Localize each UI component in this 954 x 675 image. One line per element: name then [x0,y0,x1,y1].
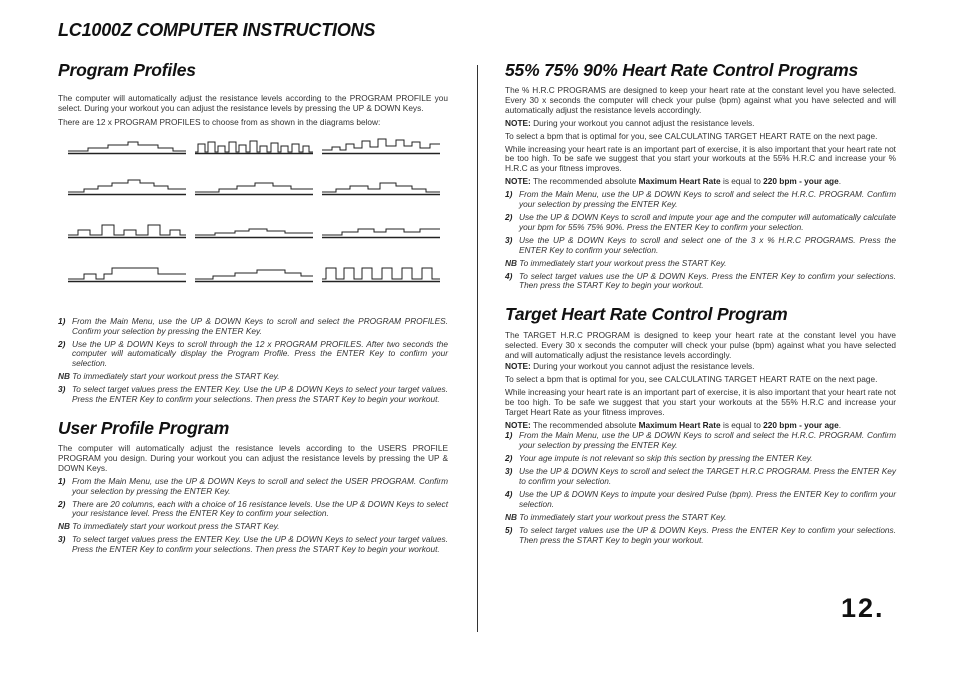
program-profiles-step-3: 3) To select target values press the ENTER Key. Use the UP & DOWN Keys to select your target values. Press the ENTER Key to confirm your selections. Then press the START Key to begin your workout. [58,384,448,405]
hrc-programs-step-3: 3) Use the UP & DOWN Keys to scroll and select one of the 3 x % H.R.C PROGRAMS. Press the ENTER Key to confirm your selection. [505,234,896,255]
hrc-programs-bpm-ref: To select a bpm that is optimal for you, see CALCULATING TARGET HEART RATE on the next page. [505,130,878,141]
profile-diagram-8 [195,220,313,240]
program-profiles-count: There are 12 x PROGRAM PROFILES to choose from as shown in the diagrams below: [58,116,381,127]
hrc-programs-note-1: NOTE: During your workout you cannot adjust the resistance levels. [505,117,755,128]
program-profiles-step-2: 2) Use the UP & DOWN Keys to scroll through the 12 x PROGRAM PROFILES. After two seconds the computer will automatically display the Program Profile. Press the ENTER Key to confirm your selection. [58,338,448,369]
hrc-programs-step-1: 1) From the Main Menu, use the UP & DOWN Keys to scroll and select the H.R.C. PROGRAM. Confirm your selection by pressing the ENTER Key. [505,189,896,210]
profile-diagram-6 [322,177,440,197]
program-profiles-heading: Program Profiles [58,60,196,80]
page-title: LC1000Z COMPUTER INSTRUCTIONS [58,20,376,40]
user-profile-step-1: 1) From the Main Menu, use the UP & DOWN Keys to scroll and select the USER PROGRAM. Confirm your selection by pressing the ENTER Key. [58,475,448,496]
profile-diagrams [58,134,448,309]
user-profile-heading: User Profile Program [58,417,230,438]
profile-diagram-7 [68,220,186,240]
profile-diagram-5 [195,177,313,197]
target-hrc-note-2: NOTE: The recommended absolute Maximum Heart Rate is equal to 220 bpm - your age. [505,419,842,430]
hrc-programs-nb: NB To immediately start your workout press the START Key. [505,257,727,268]
target-hrc-safety: While increasing your heart rate is an important part of exercise, it is also important that your heart rate not be too high. To be safe we suggest that you start your workouts at the 55% H.R.C and increase your Target Heart Rate as your fitness improves. [505,386,896,417]
page-number: 12. [841,593,885,623]
profile-diagram-4 [68,177,186,197]
hrc-programs-note-2: NOTE: The recommended absolute Maximum Heart Rate is equal to 220 bpm - your age. [505,176,842,187]
user-profile-intro: The computer will automatically adjust the resistance levels according to the USERS PROFILE PROGRAM you design. During your workout you can adjust the resistance levels by pressing the UP & DOWN Keys. [58,442,448,473]
hrc-programs-intro: The % H.R.C PROGRAMS are designed to keep your heart rate at the constant level you have selected. Every 30 x seconds the computer will check your pulse (bpm) against what you have selected and will automatically adjust the resistance levels accordingly. [505,85,896,115]
user-profile-step-3: 3) To select target values press the ENTER Key. Use the UP & DOWN Keys to select your target values. Press the ENTER Key to confirm your selections. Then press the START Key to begin your workout. [58,534,448,555]
hrc-programs-safety: While increasing your heart rate is an important part of exercise, it is also important that your heart rate not be too high. To be safe we suggest that you start your workouts at the 55% H.R.C and increase your % H.R.C as your fitness improves. [505,143,896,174]
hrc-programs-step-4: 4) To select target values use the UP & DOWN Keys. Press the ENTER Key to confirm your selections. Then press the START Key to begin your workout. [505,270,896,291]
program-profiles-step-1: 1) From the Main Menu, use the UP & DOWN Keys to scroll and select the PROGRAM PROFILES. Confirm your selection by pressing the ENTER Key. [58,315,448,336]
profile-diagram-12 [322,264,440,284]
target-hrc-heading: Target Heart Rate Control Program [505,304,788,325]
profile-diagram-9 [322,220,440,240]
user-profile-step-2: 2) There are 20 columns, each with a choice of 16 resistance levels. Use the UP & DOWN Keys to select your resistance level. Press the ENTER Key to confirm your selection. [58,498,448,519]
right-column [505,60,896,546]
program-profiles-nb: NB To immediately start your workout press the START Key. [58,371,280,382]
target-hrc-step-1: 1) From the Main Menu, use the UP & DOWN Keys to scroll and select the H.R.C. PROGRAM. Confirm your selection by pressing the ENTER Key. [505,430,896,451]
target-hrc-intro: The TARGET H.R.C PROGRAM is designed to keep your heart rate at the constant level you have selected. Every 30 x seconds the computer will check your pulse (bpm) against what you have selected and will automatically adjust the resistance levels accordingly. [505,330,896,361]
target-hrc-step-5: 5) To select target values use the UP & DOWN Keys. Press the ENTER Key to confirm your selections. Then press the START Key to begin your workout. [505,524,896,545]
profile-diagram-1 [68,136,186,156]
target-hrc-step-4: 4) Use the UP & DOWN Keys to impute your desired Pulse (bpm). Press the ENTER Key to confirm your selection. [505,489,896,509]
profile-diagram-3 [322,136,440,156]
column-divider [477,65,478,632]
profile-diagram-2 [195,136,313,156]
hrc-programs-heading: 55% 75% 90% Heart Rate Control Programs [505,60,859,80]
profile-diagram-10 [68,264,186,284]
target-hrc-bpm-ref: To select a bpm that is optimal for you, see CALCULATING TARGET HEART RATE on the next page. [505,373,878,384]
program-profiles-intro: The computer will automatically adjust the resistance levels according to the PROGRAM PROFILE you select. During your workout you can adjust the resistance levels by pressing the UP & DOWN Keys. [58,93,448,113]
left-column [58,60,448,555]
target-hrc-step-2: 2) Your age impute is not relevant so skip this section by pressing the ENTER Key. [505,453,813,464]
profile-diagram-11 [195,264,313,284]
target-hrc-step-3: 3) Use the UP & DOWN Keys to scroll and select the TARGET H.R.C PROGRAM. Press the ENTER Key to confirm your selection. [505,466,896,487]
target-hrc-nb: NB To immediately start your workout press the START Key. [505,511,727,522]
target-hrc-note-1: NOTE: During your workout you cannot adjust the resistance levels. [505,361,755,372]
user-profile-nb: NB To immediately start your workout press the START Key. [58,521,280,532]
hrc-programs-step-2: 2) Use the UP & DOWN Keys to scroll and impute your age and the computer will automatically calculate your bpm for 55% 75% 90%. Press the ENTER Key to confirm your selection. [505,211,896,232]
